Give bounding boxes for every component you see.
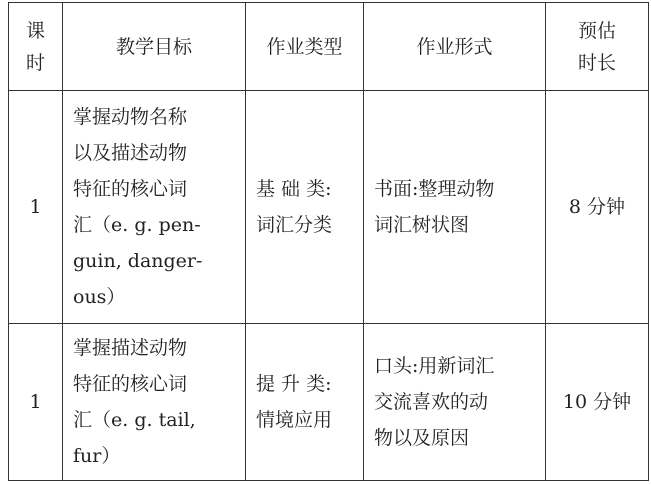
cell-goal-line: 汇（e. g. tail,	[73, 409, 196, 431]
cell-form-line: 词汇树状图	[374, 214, 470, 236]
cell-lesson: 1	[9, 91, 63, 324]
cell-goal-line: 掌握描述动物	[73, 337, 188, 359]
header-row	[9, 3, 649, 91]
cell-goal-line: guin, danger-	[73, 250, 203, 272]
cell-type-line: 提 升 类:	[256, 373, 332, 395]
cell-duration: 10 分钟	[546, 324, 649, 481]
cell-goal	[63, 91, 246, 324]
cell-goal	[63, 324, 246, 481]
cell-goal-line: 掌握动物名称	[73, 106, 188, 128]
cell-goal-line: 汇（e. g. pen-	[73, 214, 201, 236]
header-type: 作业类型	[246, 3, 364, 91]
cell-form	[364, 91, 546, 324]
table-row	[9, 324, 649, 481]
cell-type-line: 词汇分类	[256, 214, 333, 236]
header-duration-line-1: 预估	[577, 19, 616, 42]
cell-duration: 8 分钟	[546, 91, 649, 324]
cell-form-line: 交流喜欢的动	[374, 391, 489, 413]
cell-form	[364, 324, 546, 481]
cell-type-line: 情境应用	[256, 409, 333, 431]
cell-lesson: 1	[9, 324, 63, 481]
cell-form-line: 物以及原因	[374, 427, 470, 449]
cell-goal-line: 以及描述动物	[73, 142, 188, 164]
cell-form-line: 书面:整理动物	[374, 178, 495, 200]
header-form: 作业形式	[364, 3, 546, 91]
cell-type	[246, 91, 364, 324]
cell-type-line: 基 础 类:	[256, 178, 332, 200]
header-goal: 教学目标	[63, 3, 246, 91]
cell-goal-line: ous）	[73, 286, 126, 308]
cell-goal-line: 特征的核心词	[73, 373, 188, 395]
cell-goal-line: 特征的核心词	[73, 178, 188, 200]
table-row	[9, 91, 649, 324]
cell-type	[246, 324, 364, 481]
homework-design-table	[8, 2, 649, 481]
header-duration-line-2: 时长	[577, 51, 616, 74]
header-duration	[546, 3, 649, 91]
cell-goal-line: fur）	[73, 445, 121, 467]
cell-form-line: 口头:用新词汇	[374, 355, 495, 377]
header-lesson: 课时	[9, 3, 63, 91]
